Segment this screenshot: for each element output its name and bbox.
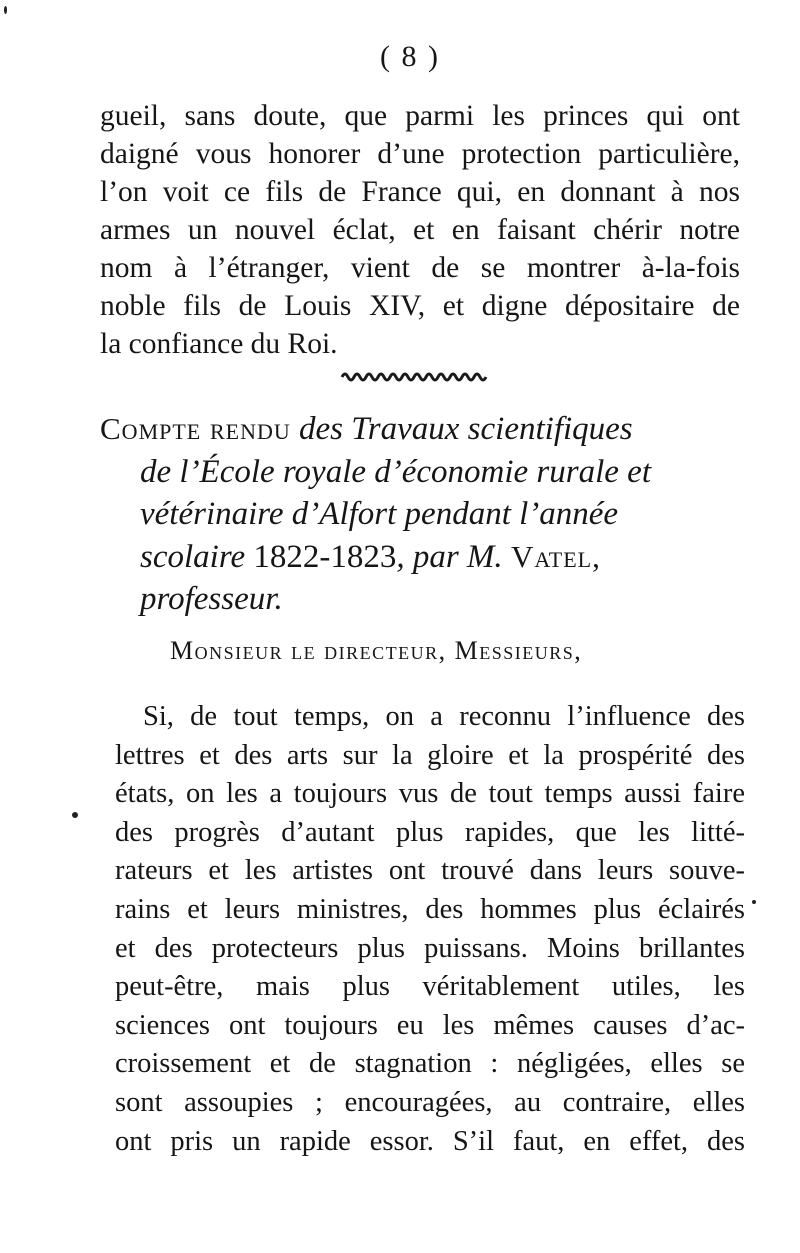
body-line: lettres et des arts sur la gloire et la prospérité des [115, 739, 745, 771]
body-line: peut-être, mais plus véritablement utiles, les [115, 971, 745, 1003]
heading-line-1: des Travaux scientifiques [299, 411, 633, 447]
ink-speck [4, 6, 7, 14]
ink-speck [72, 812, 78, 818]
salutation: Monsieur le directeur, Messieurs, [170, 636, 583, 665]
heading-line-3: vétérinaire d’Alfort pendant l’année [140, 496, 619, 532]
heading-line-4b: , par M. [396, 538, 503, 575]
body-paragraph [115, 698, 745, 1161]
section-heading [100, 408, 740, 621]
intro-line: nom à l’étranger, vient de se montrer à-la-fois [100, 252, 740, 284]
ink-speck [752, 900, 756, 904]
body-line: sciences ont toujours eu les mêmes causes d’ac- [115, 1009, 745, 1041]
intro-line: armes un nouvel éclat, et en faisant chérir notre [100, 214, 740, 246]
section-divider-ornament [340, 370, 490, 384]
body-line: rateurs et les artistes ont trouvé dans leurs souve- [115, 855, 745, 887]
body-line: Si, de tout temps, on a reconnu l’influence des [143, 701, 745, 732]
body-line: sont assoupies ; encouragées, au contraire, elles [115, 1086, 745, 1118]
heading-line-5: professeur. [140, 581, 283, 617]
heading-years: 1822-1823 [253, 538, 397, 575]
body-line: croissement et de stagnation : négligées, elles se [115, 1048, 745, 1080]
page-number: ( 8 ) [380, 40, 440, 73]
heading-author: Vatel, [510, 538, 601, 574]
intro-line: noble fils de Louis XIV, et digne dépositaire de [100, 290, 740, 322]
heading-lead: Compte rendu [100, 411, 291, 446]
intro-line: gueil, sans doute, que parmi les princes qui ont [100, 100, 740, 132]
intro-line: l’on voit ce fils de France qui, en donnant à nos [100, 176, 740, 208]
heading-line-2: de l’École royale d’économie rurale et [140, 453, 652, 490]
body-line: des progrès d’autant plus rapides, que les litté- [115, 816, 745, 848]
body-line: et des protecteurs plus puissans. Moins brillantes [115, 932, 745, 964]
intro-paragraph [100, 97, 740, 363]
body-line: états, on les a toujours vus de tout temps aussi faire [115, 778, 745, 810]
heading-line-4a: scolaire [140, 538, 246, 575]
intro-line: daigné vous honorer d’une protection particulière, [100, 138, 740, 170]
body-line: ont pris un rapide essor. S’il faut, en effet, des [115, 1125, 745, 1157]
body-line: rains et leurs ministres, des hommes plus éclairés [115, 893, 745, 925]
intro-line: la confiance du Roi. [100, 328, 338, 360]
